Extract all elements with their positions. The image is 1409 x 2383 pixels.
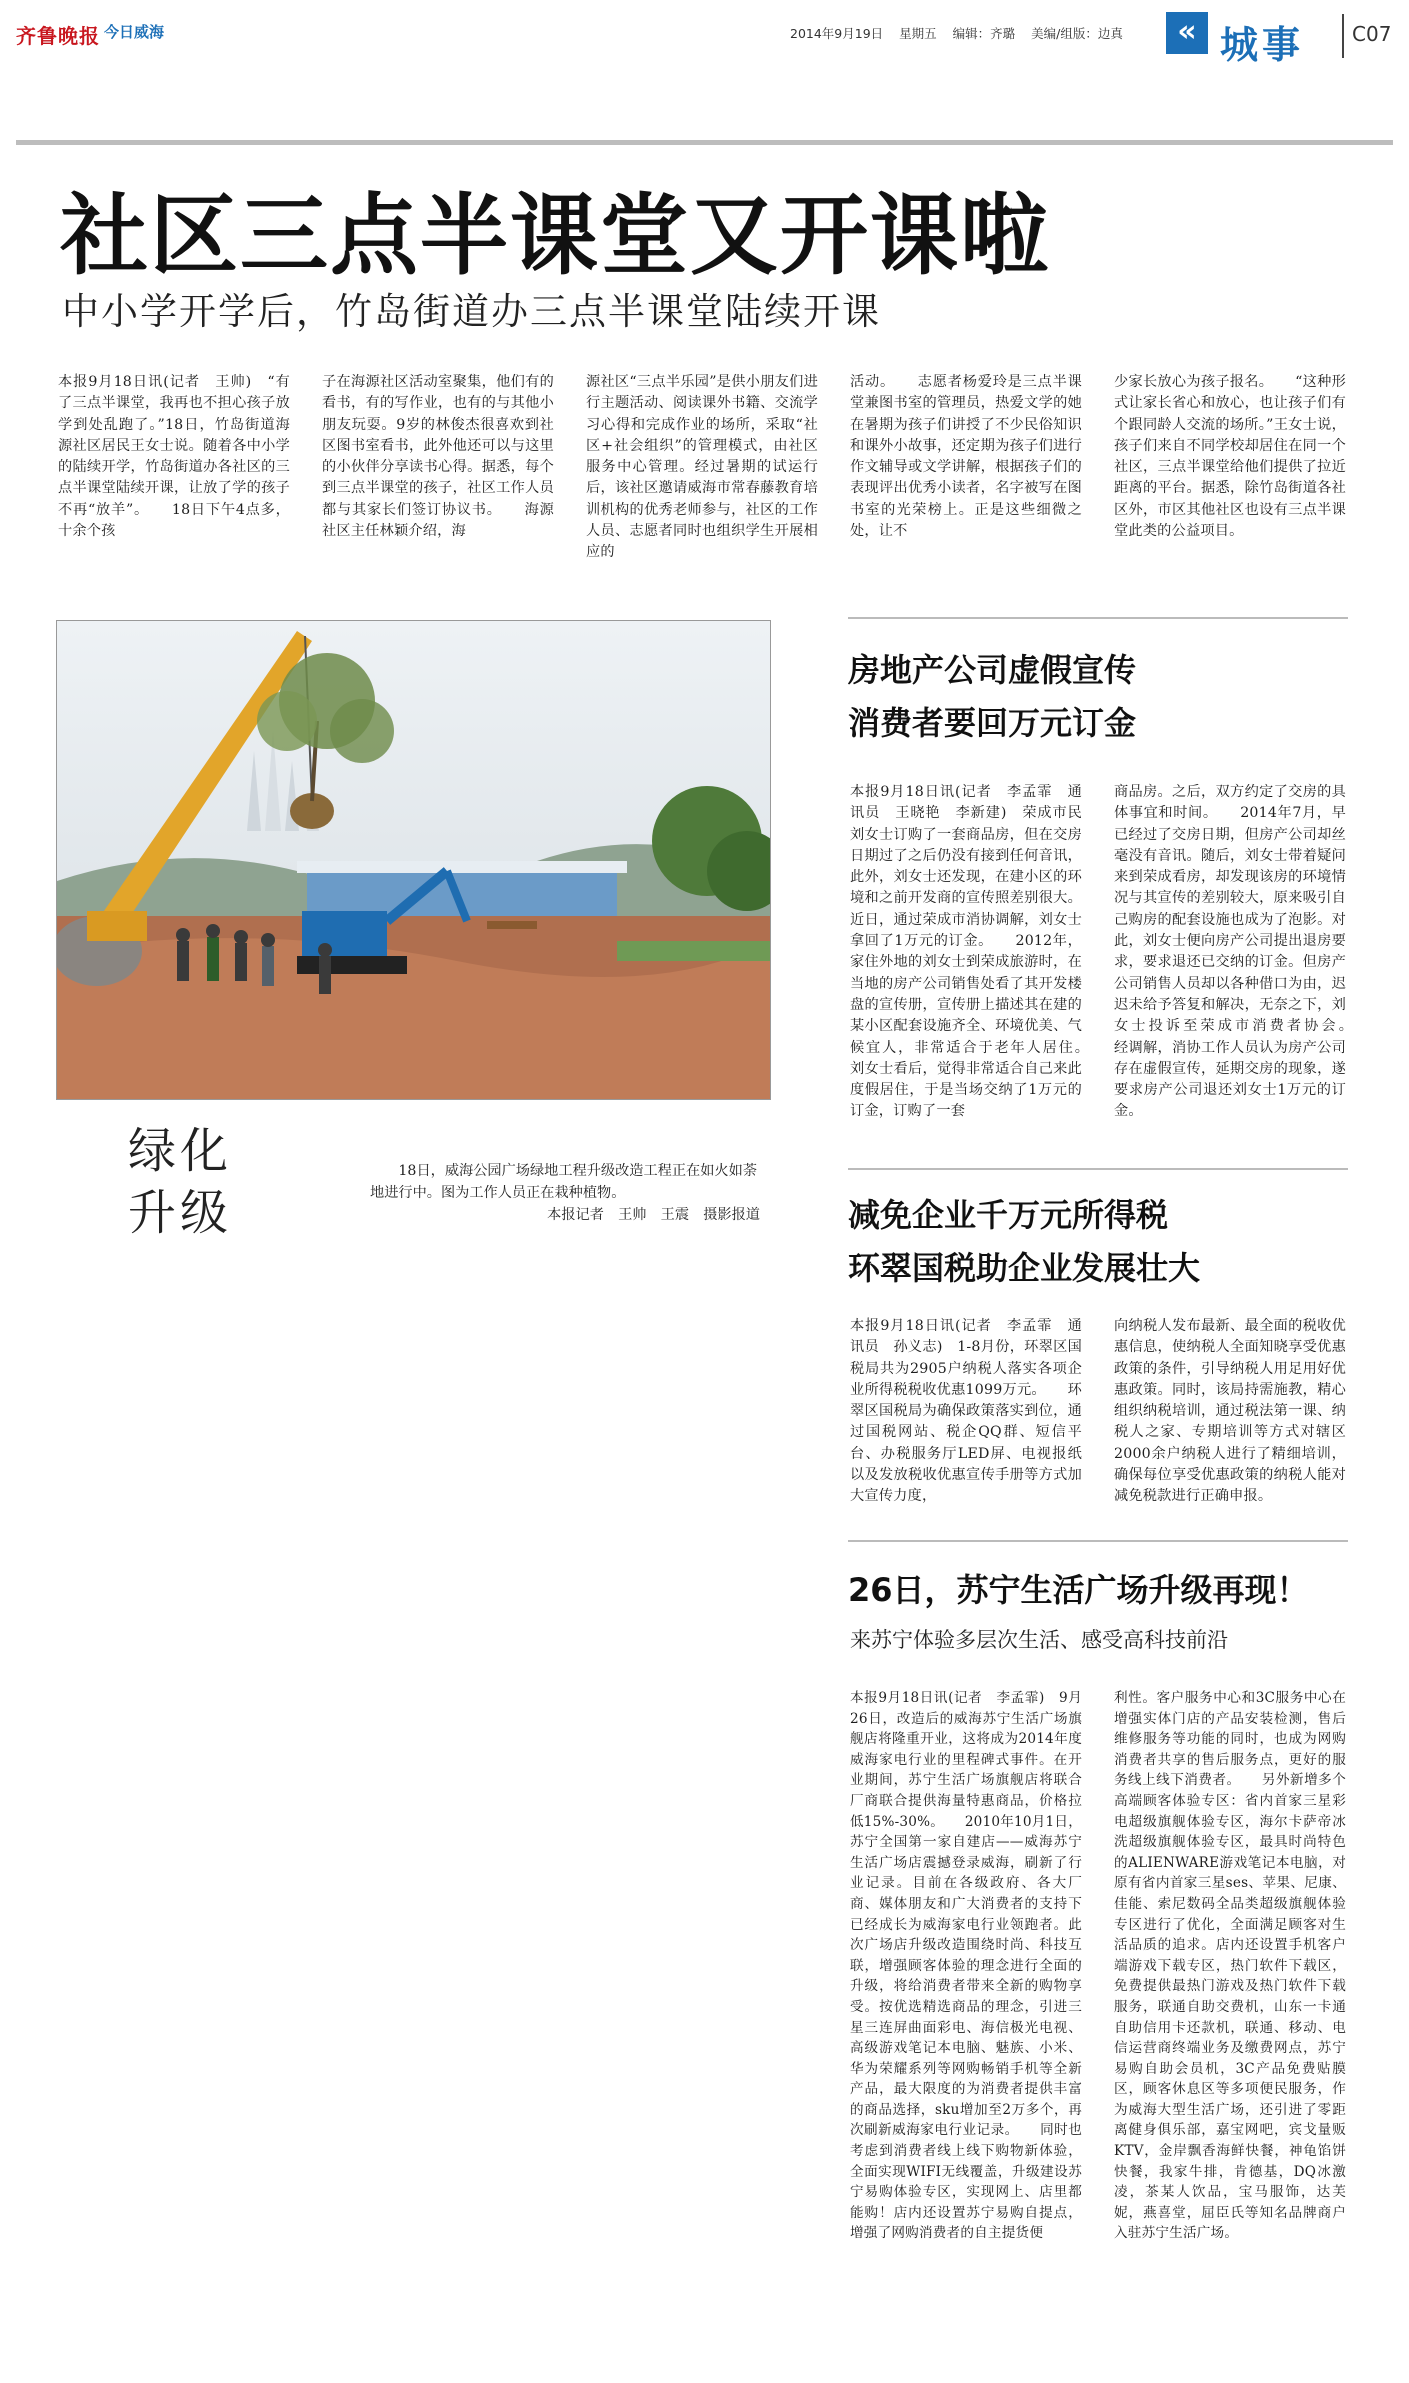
page-number: C07 [1352,22,1392,46]
section-title: 城事 [1220,23,1305,67]
photo-caption-headline: 绿化 升级 [128,1123,233,1241]
photo-credit: 本报记者 王帅 王震 摄影报道 [547,1207,760,1223]
top-rule [16,140,1393,145]
article4-column-1: 本报9月18日讯(记者 李孟霏) 9月26日，改造后的威海苏宁生活广场旗舰店将隆重开业，这将成为2014年度威海家电行业的里程碑式事件。在开业期间，苏宁生活广场旗舰店将联合厂商联合提供海量特惠商品，价格拉低15%-30%。 2010年10月1日，苏宁全国第一家自建店——威海苏宁生活广场店震撼登录威海，刷新了行业记录。目前在各级政府、各大厂商、媒体朋友和广大消费者的支持下已经成长为威海家电行业领跑者。此次广场店升级改造围绕时尚、科技互联，增强顾客体验的理念进行全面的升级，将给消费者带来全新的购物享受。按优选精选商品的理念，引进三星三连屏曲面彩电、海信极光电视、高级游戏笔记本电脑、魅族、小米、华为荣耀系列等网购畅销手机等全新产品，最大限度的为消费者提供丰富的商品选择，sku增加至2万多个，再次刷新威海家电行业记录。 同时也考虑到消费者线上线下购物新体验，全面实现WIFI无线覆盖，升级建设苏宁易购体验专区，实现网上、店里都能购！店内还设置苏宁易购自提点，增强了网购消费者的自主提货便 [850,1690,1082,2242]
article4-column-2: 利性。客户服务中心和3C服务中心在增强实体门店的产品安装检测，售后维修服务等功能的同时，也成为网购消费者共享的售后服务点，更好的服务线上线下消费者。 另外新增多个高端顾客体验专区：省内首家三星彩电超级旗舰体验专区，海尔卡萨帝冰洗超级旗舰体验专区，最具时尚特色的ALIENWARE游戏笔记本电脑，对原有省内首家三星ses、苹果、尼康、佳能、索尼数码全品类超级旗舰体验专区进行了优化，全面满足顾客对生活品质的追求。店内还设置手机客户端游戏下载专区，热门软件下载区，免费提供最热门游戏及热门软件下载服务，联通自助交费机，山东一卡通自助信用卡还款机，联通、移动、电信运营商终端业务及缴费网点，苏宁易购自助会员机，3C产品免费贴膜区，顾客休息区等多项便民服务，作为威海大型生活广场，还引进了零距离健身俱乐部，嘉宝网吧，宾戈量贩KTV，金岸飘香海鲜快餐，神龟馅饼快餐，我家牛排，肯德基，DQ冰激凌，茶某人饮品，宝马服饰，达芙妮，燕喜堂，屈臣氏等知名品牌商户入驻苏宁生活广场。 [1114,1690,1346,2242]
article1-column-3: 源社区“三点半乐园”是供小朋友们进行主题活动、阅读课外书籍、交流学习心得和完成作业的场所，采取“社区+社会组织”的管理模式，由社区服务中心管理。经过暑期的试运行后，该社区邀请威海市常春藤教育培训机构的优秀老师参与，社区的工作人员、志愿者同时也组织学生开展相应的 [586,374,818,561]
article1-column-2: 子在海源社区活动室聚集，他们有的看书，有的写作业，也有的与其他小朋友玩耍。9岁的林俊杰很喜欢到社区图书室看书，此外他还可以与这里的小伙伴分享读书心得。据悉，每个到三点半课堂的孩子，社区工作人员都与其家长们签订协议书。 海源社区主任林颖介绍，海 [322,374,554,540]
article2-title-line-2: 消费者要回万元订金 [848,704,1137,742]
article2-column-2: 商品房。之后，双方约定了交房的具体事宜和时间。 2014年7月，早已经过了交房日期，但房产公司却丝毫没有音讯。随后，刘女士带着疑问来到荣成看房，却发现该房的环境情况与其宣传的差别较大，原来吸引自己购房的配套设施也成为了泡影。对此，刘女士便向房产公司提出退房要求，要求退还已交纳的订金。但房产公司销售人员却以各种借口为由，迟迟未给予答复和解决，无奈之下，刘女士投诉至荣成市消费者协会。 经调解，消协工作人员认为房产公司存在虚假宣传，延期交房的现象，遂要求房产公司退还刘女士1万元的订金。 [1114,784,1375,1120]
issue-weekday: 星期五 [899,26,937,41]
article1-subtitle: 中小学开学后，竹岛街道办三点半课堂陆续开课 [62,290,881,333]
separator-3 [848,1540,1348,1542]
photo-caption: 18日，威海公园广场绿地工程升级改造工程正在如火如荼地进行中。图为工作人员正在栽种植物。 本报记者 王帅 王震 摄影报道 [370,1160,770,1226]
article1-column-5: 少家长放心为孩子报名。 “这种形式让家长省心和放心，也让孩子们有个跟同龄人交流的场所。”王女士说，孩子们来自不同学校却居住在同一个社区，三点半课堂给他们提供了拉近距离的平台。据悉，除竹岛街道各社区外，市区其他社区也设有三点半课堂此类的公益项目。 [1114,374,1346,540]
edition-name: 今日威海 [104,23,165,41]
separator-1 [848,617,1348,619]
article3-title-line-1: 减免企业千万元所得税 [848,1196,1169,1234]
news-photo-greening [56,620,771,1100]
article4-title: 26日，苏宁生活广场升级再现！ [848,1571,1309,1609]
article3-column-2: 向纳税人发布最新、最全面的税收优惠信息，使纳税人全面知晓享受优惠政策的条件，引导纳税人用足用好优惠政策。同时，该局持需施教，精心组织纳税培训，通过税法第一课、纳税人之家、专期培训等方式对辖区2000余户纳税人进行了精细培训，确保每位享受优惠政策的纳税人能对减免税款进行正确申报。 [1114,1318,1346,1505]
article2-title-line-1: 房地产公司虚假宣传 [848,651,1137,689]
article2-column-1: 本报9月18日讯(记者 李孟霏 通讯员 王晓艳 李新建) 荣成市民刘女士订购了一套商品房，但在交房日期过了之后仍没有接到任何音讯，此外，刘女士还发现，在建小区的环境和之前开发商的宣传照差别很大。近日，通过荣成市消协调解，刘女士拿回了1万元的订金。 2012年，家住外地的刘女士到荣成旅游时，在当地的房产公司销售处看了其开发楼盘的宣传册，宣传册上描述其在建的某小区配套设施齐全、环境优美、气候宜人，非常适合于老年人居住。 刘女士看后，觉得非常适合自己来此度假居住，于是当场交纳了1万元的订金，订购了一套 [850,784,1111,1120]
double-chevron-left-icon: « [1166,12,1208,54]
header-meta [790,24,1135,42]
article1-title: 社区三点半课堂又开课啦 [60,184,1051,287]
issue-date: 2014年9月19日 [790,26,884,41]
article3-title-line-2: 环翠国税助企业发展壮大 [848,1249,1201,1287]
editor-credit: 编辑：齐璐 [952,26,1016,41]
construction-scene-illustration [57,621,770,1099]
header-divider [1342,14,1344,58]
designer-credit: 美编/组版：边真 [1031,26,1123,41]
article1-column-1: 本报9月18日讯(记者 王帅) “有了三点半课堂，我再也不担心孩子放学到处乱跑了。”18日，竹岛街道海源社区居民王女士说。随着各中小学的陆续开学，竹岛街道办各社区的三点半课堂陆续开课，让放了学的孩子不再“放羊”。 18日下午4点多，十余个孩 [58,374,290,540]
newspaper-brand: 齐鲁晚报 [16,24,100,48]
article4-subtitle: 来苏宁体验多层次生活、感受高科技前沿 [850,1628,1228,1652]
article3-column-1: 本报9月18日讯(记者 李孟霏 通讯员 孙义志) 1-8月份，环翠区国税局共为2905户纳税人落实各项企业所得税税收优惠1099万元。 环翠区国税局为确保政策落实到位，通过国税网站、税企QQ群、短信平台、办税服务厅LED屏、电视报纸以及发放税收优惠宣传手册等方式加大宣传力度， [850,1318,1082,1505]
article1-column-4: 活动。 志愿者杨爱玲是三点半课堂兼图书室的管理员，热爱文学的她在暑期为孩子们讲授了不少民俗知识和课外小故事，还定期为孩子们进行作文辅导或文学讲解，根据孩子们的表现评出优秀小读者，名字被写在图书室的光荣榜上。正是这些细微之处，让不 [850,374,1082,540]
separator-2 [848,1168,1348,1170]
